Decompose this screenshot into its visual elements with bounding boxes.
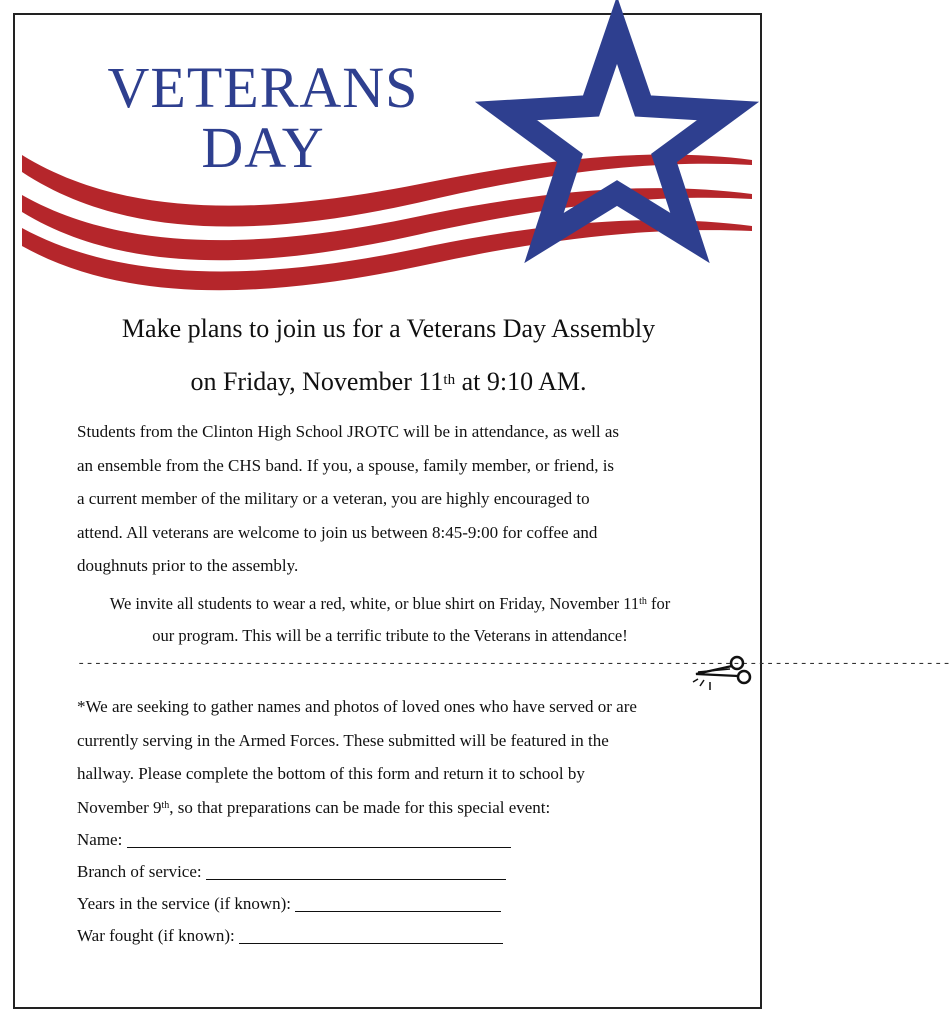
request-line-4 <box>77 791 737 825</box>
name-label: Name: <box>77 830 123 849</box>
request-line: currently serving in the Armed Forces. These submitted will be featured in the <box>77 730 609 750</box>
request-line: hallway. Please complete the bottom of this form and return it to school by <box>77 764 585 783</box>
body-line: a current member of the military or a veteran, you are highly encouraged to <box>77 489 590 508</box>
invite-text: We invite all students to wear a red, white, or blue shirt on Friday, November 11 <box>109 594 640 613</box>
invite-line-1 <box>70 588 710 620</box>
invite-text-end: for <box>646 594 671 613</box>
body-line: Students from the Clinton High School JROTC will be in attendance, as well as <box>77 422 620 441</box>
body-paragraph <box>77 415 717 583</box>
banner-title <box>78 55 448 180</box>
war-field[interactable] <box>77 922 503 948</box>
headline-date: on Friday, November 11 <box>190 367 444 396</box>
invite-line-2: our program. This will be a terrific tribute to the Veterans in attendance! <box>152 626 628 645</box>
branch-label: Branch of service: <box>77 862 202 881</box>
headline-date-suffix: th <box>443 372 456 388</box>
title-line-1: VETERANS <box>107 55 419 120</box>
name-blank[interactable] <box>127 829 511 848</box>
request-date: November 9 <box>77 797 162 817</box>
request-date-suffix: th <box>161 799 170 811</box>
branch-field[interactable] <box>77 858 506 884</box>
headline-time: at 9:10 AM. <box>455 367 587 396</box>
body-line: doughnuts prior to the assembly. <box>77 556 299 575</box>
invite-paragraph <box>70 588 710 652</box>
years-blank[interactable] <box>295 893 501 912</box>
request-paragraph <box>77 690 737 824</box>
headline-line-2 <box>40 367 737 397</box>
years-field[interactable] <box>77 890 501 916</box>
war-blank[interactable] <box>239 925 503 944</box>
headline-line-1: Make plans to join us for a Veterans Day Assembly <box>121 314 656 343</box>
request-line: *We are seeking to gather names and photos of loved ones who have served or are <box>77 697 637 716</box>
cut-line: -------------------------------------------------------------------------------------------------------- <box>77 656 951 672</box>
branch-blank[interactable] <box>206 861 506 880</box>
body-line: attend. All veterans are welcome to join us between 8:45-9:00 for coffee and <box>77 522 598 542</box>
years-label: Years in the service (if known): <box>77 894 292 913</box>
request-text-end: , so that preparations can be made for this special event: <box>169 797 551 817</box>
title-line-2: DAY <box>201 115 325 180</box>
name-field[interactable] <box>77 826 511 852</box>
body-line: an ensemble from the CHS band. If you, a spouse, family member, or friend, is <box>77 455 615 475</box>
invite-date-suffix: th <box>639 596 647 607</box>
war-label: War fought (if known): <box>77 926 235 945</box>
